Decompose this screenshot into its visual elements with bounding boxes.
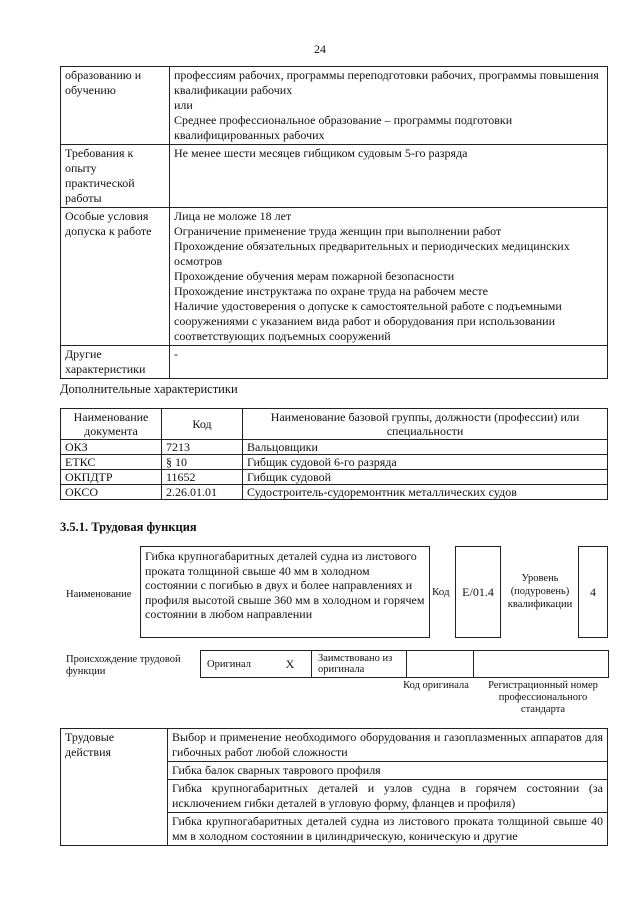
- cell-document: ОКЗ: [61, 440, 162, 455]
- table-row: [61, 346, 608, 379]
- code-original-label: Код оригинала: [403, 680, 469, 691]
- row-value: [170, 208, 608, 346]
- cell-code: 2.26.01.01: [162, 485, 243, 500]
- code-box: [455, 546, 501, 638]
- header-name: Наименование базовой группы, должности (профессии) или специальности: [243, 409, 608, 440]
- function-name-box: Гибка крупногабаритных деталей судна из листового проката толщиной свыше 40 мм в холодном состоянии с погибью в двух и более направлениях и профиля высотой свыше 360 мм в холодном и горячем состоянии в любом направлении: [140, 546, 430, 638]
- cell-code: 7213: [162, 440, 243, 455]
- cell-document: ОКПДТР: [61, 470, 162, 485]
- labor-action-item: Гибка балок сварных таврового профиля: [168, 762, 608, 780]
- labor-actions-label: Трудовые действия: [61, 729, 168, 846]
- labor-function-title: 3.5.1. Трудовая функция: [60, 520, 197, 534]
- value-line: Среднее профессиональное образование – программы подготовки квалифицированных рабочих: [174, 113, 513, 142]
- level-value: 4: [590, 584, 596, 599]
- cell-name: Судостроитель-судоремонтник металлических судов: [243, 485, 608, 500]
- table-row: [61, 440, 608, 455]
- value-line: Прохождение обязательных предварительных и периодических медицинских осмотров: [174, 239, 570, 268]
- row-value: [170, 145, 608, 208]
- additional-title: Дополнительные характеристики: [60, 382, 238, 396]
- labor-action-item: Выбор и применение необходимого оборудования и газоплазменных аппаратов для гибочных работ любой сложности: [168, 729, 608, 762]
- labor-action-item: Гибка крупногабаритных деталей и узлов судна в горячем состоянии (за исключением гибки деталей в угловую форму, фланцев и профиля): [168, 780, 608, 813]
- table-row: [61, 470, 608, 485]
- row-label: Требования к опыту практической работы: [61, 145, 170, 208]
- borrowed-label: Заимствовано из оригинала: [312, 651, 407, 678]
- code-label: Код: [432, 586, 450, 598]
- value-line: Прохождение инструктажа по охране труда на рабочем месте: [174, 284, 488, 298]
- cell-code: 11652: [162, 470, 243, 485]
- original-label: Оригинал: [201, 651, 270, 678]
- name-label: Наименование: [66, 589, 132, 600]
- cell-code: § 10: [162, 455, 243, 470]
- table-row: [61, 485, 608, 500]
- table-row: [61, 67, 608, 145]
- row-label: Другие характеристики: [61, 346, 170, 379]
- row-value: [170, 67, 608, 145]
- value-line: Прохождение обучения мерам пожарной безопасности: [174, 269, 455, 283]
- row-label: образованию и обучению: [61, 67, 170, 145]
- value-line: Не менее шести месяцев гибщиком судовым 5-го разряда: [174, 146, 468, 160]
- cell-name: Гибщик судовой: [243, 470, 608, 485]
- table-row: [201, 651, 609, 678]
- reg-number-cell: [474, 651, 609, 678]
- cell-document: ОКСО: [61, 485, 162, 500]
- level-label: Уровень (подуровень) квалификации: [507, 573, 573, 610]
- value-line: Лица не моложе 18 лет: [174, 209, 292, 223]
- table-row: [61, 729, 608, 762]
- cell-name: Гибщик судовой 6-го разряда: [243, 455, 608, 470]
- value-line: профессиям рабочих, программы переподготовки рабочих, программы повышения квалификации рабочих: [174, 68, 599, 97]
- original-mark: X: [269, 651, 312, 678]
- origin-label: Происхождение трудовой функции: [66, 654, 181, 677]
- header-document: Наименование документа: [61, 409, 162, 440]
- table-row: [61, 455, 608, 470]
- header-code: Код: [162, 409, 243, 440]
- requirements-table: [60, 66, 608, 379]
- row-value: [170, 346, 608, 379]
- page-number: 24: [314, 42, 326, 56]
- table-row: [61, 208, 608, 346]
- value-line: Наличие удостоверения о допуске к самостоятельной работе с подъемными сооружениями с указанием вида работ и оборудования при использовании соответствующих подъемных сооружений: [174, 299, 562, 343]
- cell-name: Вальцовщики: [243, 440, 608, 455]
- cell-document: ЕТКС: [61, 455, 162, 470]
- labor-actions-table: [60, 728, 608, 846]
- value-line: Ограничение применение труда женщин при выполнении работ: [174, 224, 502, 238]
- value-line: -: [174, 347, 178, 361]
- level-box: [578, 546, 608, 638]
- labor-action-item: Гибка крупногабаритных деталей судна из листового проката толщиной свыше 40 мм в холодном состоянии в цилиндрическую, коническую и другие: [168, 813, 608, 846]
- table-header-row: [61, 409, 608, 440]
- reg-number-label: Регистрационный номер профессионального стандарта: [488, 680, 598, 715]
- table-row: [61, 145, 608, 208]
- additional-table: [60, 408, 608, 500]
- code-value: E/01.4: [462, 584, 494, 599]
- code-original-cell: [407, 651, 474, 678]
- row-label: Особые условия допуска к работе: [61, 208, 170, 346]
- value-line: или: [174, 98, 193, 112]
- origin-table: [200, 650, 609, 678]
